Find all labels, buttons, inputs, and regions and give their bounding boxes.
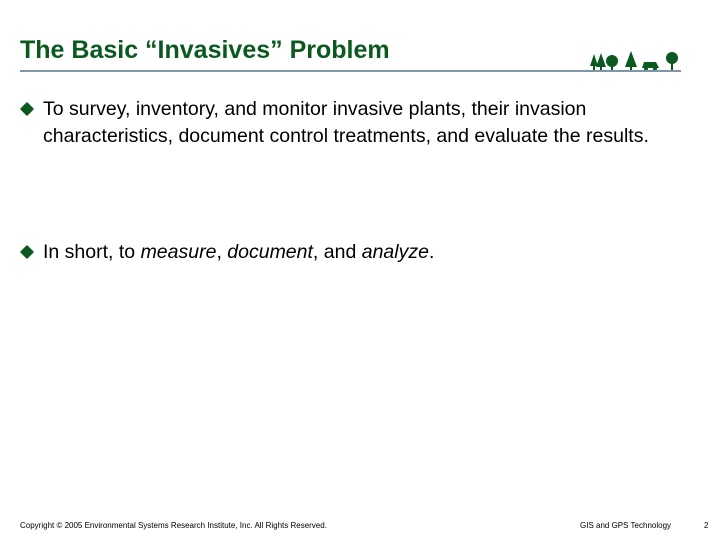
emphasis-analyze: analyze (361, 241, 429, 263)
diamond-bullet-icon (20, 102, 34, 116)
emphasis-document: document (227, 241, 313, 263)
bullet-text: To survey, inventory, and monitor invasive plants, their invasion characteristics, document control treatments, and evaluate the results. (43, 98, 649, 147)
separator: , (216, 241, 228, 263)
emphasis-measure: measure (140, 241, 217, 263)
footer-course-title: GIS and GPS Technology (580, 521, 672, 530)
footer-page-number: 2 (704, 521, 709, 530)
diamond-bullet-icon (20, 245, 34, 259)
bullet-text (43, 239, 683, 266)
bullet-text-prefix: In short, to (43, 241, 141, 263)
separator: , and (312, 241, 362, 263)
footer-copyright: Copyright © 2005 Environmental Systems Research Institute, Inc. All Rights Reserved. (20, 521, 327, 530)
bullet-text-suffix: . (428, 241, 435, 263)
trees-and-vehicle-icon (588, 50, 684, 72)
title-divider (20, 70, 681, 72)
slide-title: The Basic “Invasives” Problem (20, 36, 390, 64)
